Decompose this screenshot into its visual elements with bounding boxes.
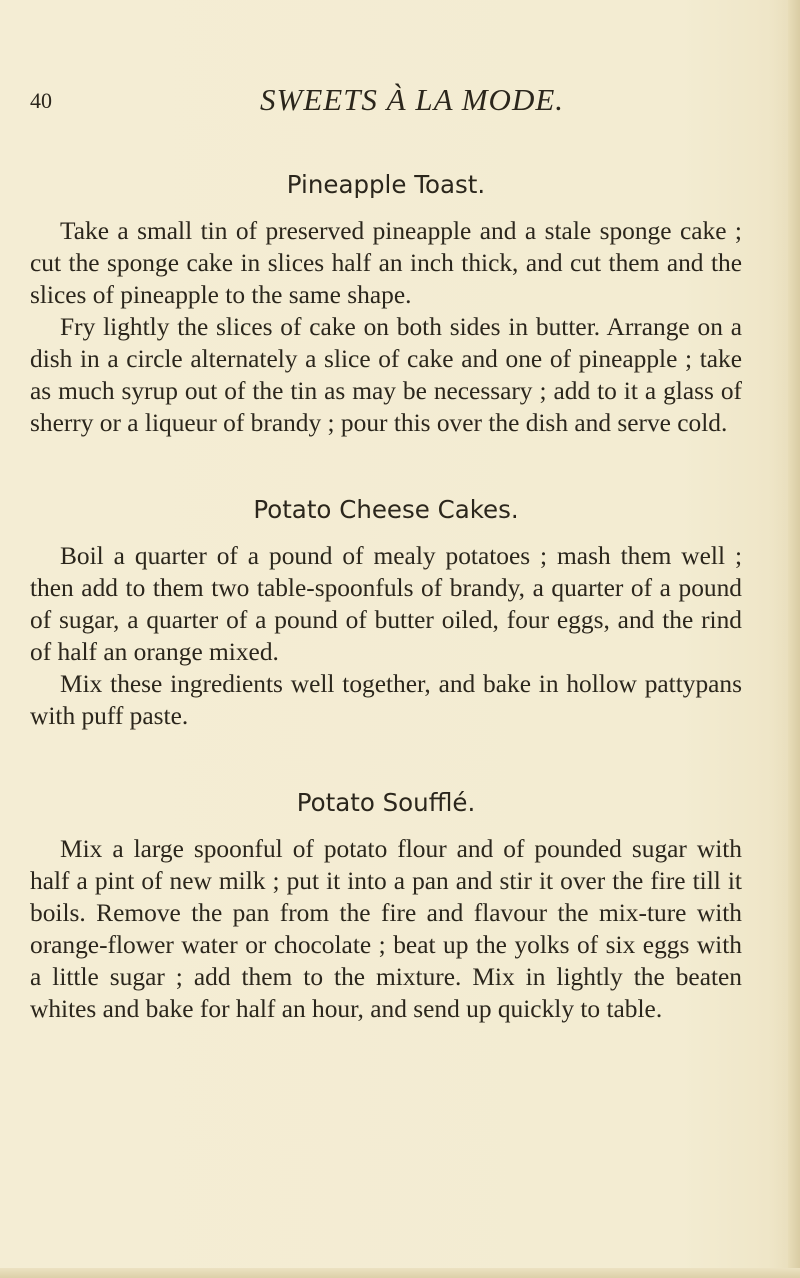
page-edge-right bbox=[788, 0, 800, 1278]
page-edge-bottom bbox=[0, 1268, 800, 1278]
recipe-title: Potato Cheese Cakes. bbox=[253, 495, 519, 524]
recipe-body bbox=[30, 215, 742, 439]
recipe-pineapple-toast bbox=[30, 170, 742, 439]
recipe-paragraph: Mix a large spoonful of potato flour and of pounded sugar with half a pint of new milk ; put it into a pan and stir it over the fire till it boils. Remove the pan from the fire and flavour the mix-ture with orange-flower water or chocolate ; beat up the yolks of six eggs with a little sugar ; add them to the mixture. Mix in lightly the beaten whites and bake for half an hour, and send up quickly to table. bbox=[30, 835, 742, 1023]
recipe-potato-souffle bbox=[30, 788, 742, 1025]
page-header bbox=[0, 82, 800, 122]
recipe-body bbox=[30, 833, 742, 1025]
recipe-paragraph: Take a small tin of preserved pineapple and a stale sponge cake ; cut the sponge cake in slices half an inch thick, and cut them and the slices of pineapple to the same shape. bbox=[30, 217, 742, 309]
page-content bbox=[30, 170, 742, 1025]
recipe-paragraph: Boil a quarter of a pound of mealy potatoes ; mash them well ; then add to them two table-spoonfuls of brandy, a quarter of a pound of sugar, a quarter of a pound of butter oiled, four eggs, and the rind of half an orange mixed. bbox=[30, 542, 742, 666]
recipe-potato-cheese-cakes bbox=[30, 495, 742, 732]
page-number: 40 bbox=[30, 88, 52, 113]
recipe-body bbox=[30, 540, 742, 732]
recipe-paragraph: Mix these ingredients well together, and bake in hollow pattypans with puff paste. bbox=[30, 670, 742, 730]
recipe-title: Potato Soufflé. bbox=[296, 788, 476, 817]
recipe-paragraph: Fry lightly the slices of cake on both sides in butter. Arrange on a dish in a circle alternately a slice of cake and one of pineapple ; take as much syrup out of the tin as may be necessary ; add to it a glass of sherry or a liqueur of brandy ; pour this over the dish and serve cold. bbox=[30, 313, 742, 437]
running-head: SWEETS À LA MODE. bbox=[260, 82, 565, 117]
recipe-title: Pineapple Toast. bbox=[286, 170, 486, 199]
